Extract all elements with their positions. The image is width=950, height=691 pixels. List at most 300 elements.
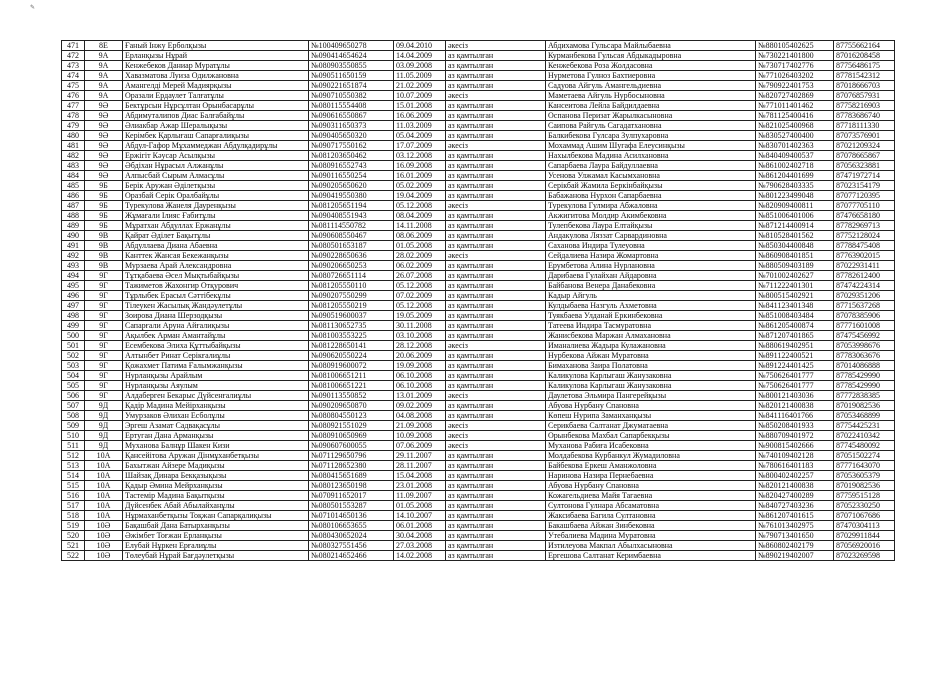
phone-cell: 87056323881 (834, 161, 895, 171)
parent-id-cell: №740109402128 (756, 451, 834, 461)
student-name-cell: Ақылбек Арман Амантайұлы (123, 331, 309, 341)
family-status-cell: аз қамтылған (446, 361, 546, 371)
birth-date-cell: 15.01.2008 (394, 101, 446, 111)
birth-date-cell: 28.12.2008 (394, 341, 446, 351)
birth-date-cell: 10.09.2008 (394, 431, 446, 441)
parent-name-cell: Изтилеуова Макпал Абылхасыновна (546, 541, 756, 551)
phone-cell: 87763902015 (834, 251, 895, 261)
student-name-cell: Оразбай Серік Оралбайұлы (123, 191, 309, 201)
parent-id-cell: №711222401301 (756, 281, 834, 291)
student-name-cell: Әлиакбар Ажар Шералықызы (123, 121, 309, 131)
table-row (62, 151, 895, 161)
table-row (62, 381, 895, 391)
table-row (62, 101, 895, 111)
birth-date-cell: 21.09.2008 (394, 421, 446, 431)
phone-cell: 87758216903 (834, 101, 895, 111)
student-id-cell: №080415651689 (309, 471, 394, 481)
phone-cell: 87078665867 (834, 151, 895, 161)
table-row (62, 531, 895, 541)
phone-cell: 87022931411 (834, 261, 895, 271)
row-number-cell: 495 (62, 281, 85, 291)
class-cell: 9В (85, 251, 123, 261)
birth-date-cell: 13.01.2009 (394, 391, 446, 401)
family-status-cell: әкесіз (446, 201, 546, 211)
parent-name-cell: Абуова Нурбану Спановна (546, 481, 756, 491)
phone-cell: 87053468899 (834, 411, 895, 421)
parent-name-cell: Муханова Рабиға Исабековна (546, 441, 756, 451)
student-name-cell: Зоирова Диана Шерзодқызы (123, 311, 309, 321)
birth-date-cell: 28.02.2009 (394, 251, 446, 261)
parent-name-cell: Нурметова Гулноз Бахтиеровна (546, 71, 756, 81)
class-cell: 9Б (85, 201, 123, 211)
student-id-cell: №071128652380 (309, 461, 394, 471)
table-row (62, 221, 895, 231)
class-cell: 9Г (85, 361, 123, 371)
student-name-cell: Канттек Жансая Бекежанқызы (123, 251, 309, 261)
student-id-cell: №090221651874 (309, 81, 394, 91)
phone-cell: 87759515128 (834, 491, 895, 501)
student-id-cell: №070911652017 (309, 491, 394, 501)
phone-cell: 87785429990 (834, 371, 895, 381)
class-cell: 9Д (85, 401, 123, 411)
row-number-cell: 505 (62, 381, 85, 391)
parent-name-cell: Саипова Райгуль Сагадатхановна (546, 121, 756, 131)
student-name-cell: Нурланқызы Арайлым (123, 371, 309, 381)
parent-name-cell: Каликулова Карлыгаш Жанузаковна (546, 381, 756, 391)
parent-name-cell: Ергешова Салтанат Керимбаевна (546, 551, 756, 561)
row-number-cell: 501 (62, 341, 85, 351)
table-row (62, 191, 895, 201)
parent-name-cell: Нурбекова Айжан Муратовна (546, 351, 756, 361)
phone-cell: 87052330250 (834, 501, 895, 511)
birth-date-cell: 11.09.2007 (394, 491, 446, 501)
parent-id-cell: №860802402179 (756, 541, 834, 551)
class-cell: 9Д (85, 421, 123, 431)
student-name-cell: Эргеш Азамат Садвақасұлы (123, 421, 309, 431)
class-cell: 9Г (85, 331, 123, 341)
class-cell: 9Г (85, 371, 123, 381)
parent-id-cell: №820727402869 (756, 91, 834, 101)
parent-name-cell: Утебалиева Мадина Муратовна (546, 531, 756, 541)
table-row (62, 311, 895, 321)
parent-name-cell: Султонова Гулнара Абсаматовна (546, 501, 756, 511)
row-number-cell: 498 (62, 311, 85, 321)
student-id-cell: №081003553225 (309, 331, 394, 341)
parent-id-cell: №800121403036 (756, 391, 834, 401)
student-id-cell: №090209650870 (309, 401, 394, 411)
phone-cell: 87471972714 (834, 171, 895, 181)
parent-id-cell: №850208401933 (756, 421, 834, 431)
class-cell: 9Ә (85, 111, 123, 121)
class-cell: 9Г (85, 321, 123, 331)
phone-cell: 87752128024 (834, 231, 895, 241)
phone-cell: 87756486175 (834, 61, 895, 71)
student-id-cell: №090228650636 (309, 251, 394, 261)
parent-id-cell: №801223499048 (756, 191, 834, 201)
family-status-cell: әкесіз (446, 391, 546, 401)
row-number-cell: 502 (62, 351, 85, 361)
phone-cell: 87781542312 (834, 71, 895, 81)
parent-id-cell: №880709401972 (756, 431, 834, 441)
parent-name-cell: Серікбай Жамила Беркінбайқызы (546, 181, 756, 191)
parent-id-cell: №861205400874 (756, 321, 834, 331)
student-name-cell: Шайзақ Динара Бекқазықызы (123, 471, 309, 481)
phone-cell: 87782612400 (834, 271, 895, 281)
student-name-cell: Хавазматова Луиза Одилжановна (123, 71, 309, 81)
parent-name-cell: Молдабекова Курбанкул Жумадиловна (546, 451, 756, 461)
birth-date-cell: 05.12.2008 (394, 281, 446, 291)
parent-id-cell: №880619402951 (756, 341, 834, 351)
family-status-cell: әкесіз (446, 141, 546, 151)
parent-id-cell: №850304400848 (756, 241, 834, 251)
student-id-cell: №081205550110 (309, 281, 394, 291)
phone-cell: 87475456992 (834, 331, 895, 341)
parent-name-cell: Маметаева Айгуль Нурбосыновна (546, 91, 756, 101)
row-number-cell: 504 (62, 371, 85, 381)
parent-name-cell: Абуова Нурбану Спановна (546, 401, 756, 411)
phone-cell: 87772838385 (834, 391, 895, 401)
phone-cell: 87029351206 (834, 291, 895, 301)
phone-cell: 87754425231 (834, 421, 895, 431)
class-cell: 9А (85, 61, 123, 71)
birth-date-cell: 29.11.2007 (394, 451, 446, 461)
class-cell: 9Г (85, 311, 123, 321)
class-cell: 9Б (85, 181, 123, 191)
phone-cell: 87029911844 (834, 531, 895, 541)
parent-name-cell: Сапарбаева Лаура Байдуллаевна (546, 161, 756, 171)
row-number-cell: 489 (62, 221, 85, 231)
class-cell: 9В (85, 241, 123, 251)
class-cell: 9Г (85, 381, 123, 391)
parent-id-cell: №800515402921 (756, 291, 834, 301)
student-name-cell: Қадыр Әмина Мейрханқызы (123, 481, 309, 491)
family-status-cell: аз қамтылған (446, 331, 546, 341)
student-name-cell: Бектұрсын Нұрсұлтан Орынбасарұлы (123, 101, 309, 111)
parent-name-cell: Даулетова Эльмира Пангерейқызы (546, 391, 756, 401)
family-status-cell: аз қамтылған (446, 311, 546, 321)
family-status-cell: аз қамтылған (446, 71, 546, 81)
family-status-cell: аз қамтылған (446, 111, 546, 121)
birth-date-cell: 05.12.2008 (394, 201, 446, 211)
table-row (62, 331, 895, 341)
class-cell: 9Ә (85, 141, 123, 151)
birth-date-cell: 21.02.2009 (394, 81, 446, 91)
parent-id-cell: №891224401425 (756, 361, 834, 371)
parent-name-cell: Бимаханова Заира Полатовна (546, 361, 756, 371)
parent-name-cell: Мохаммад Ашим Шугафа Елеусинқызы (546, 141, 756, 151)
parent-id-cell: №830527400400 (756, 131, 834, 141)
student-id-cell: №080921551029 (309, 421, 394, 431)
family-status-cell: әкесіз (446, 431, 546, 441)
birth-date-cell: 26.07.2008 (394, 271, 446, 281)
table-row (62, 231, 895, 241)
table-row (62, 501, 895, 511)
birth-date-cell: 05.04.2009 (394, 131, 446, 141)
row-number-cell: 486 (62, 191, 85, 201)
parent-name-cell: Кансеитова Лейла Байдилдаевна (546, 101, 756, 111)
phone-cell: 87718111330 (834, 121, 895, 131)
student-name-cell: Абдуллаева Диана Абаевна (123, 241, 309, 251)
student-id-cell: №090205650620 (309, 181, 394, 191)
parent-id-cell: №840409400537 (756, 151, 834, 161)
birth-date-cell: 28.11.2007 (394, 461, 446, 471)
phone-cell: 87788475408 (834, 241, 895, 251)
birth-date-cell: 05.02.2009 (394, 181, 446, 191)
parent-name-cell: Ерумбетова Алина Нурлановна (546, 261, 756, 271)
phone-cell: 87077705110 (834, 201, 895, 211)
student-id-cell: №081006651211 (309, 371, 394, 381)
table-row (62, 251, 895, 261)
table-row (62, 491, 895, 501)
birth-date-cell: 14.04.2009 (394, 51, 446, 61)
class-cell: 9Д (85, 441, 123, 451)
birth-date-cell: 06.10.2008 (394, 371, 446, 381)
row-number-cell: 481 (62, 141, 85, 151)
row-number-cell: 472 (62, 51, 85, 61)
student-id-cell: №090616550867 (309, 111, 394, 121)
family-status-cell: аз қамтылған (446, 501, 546, 511)
student-name-cell: Төлеубай Нұрай Бағдәулетқызы (123, 551, 309, 561)
birth-date-cell: 16.09.2008 (394, 161, 446, 171)
family-status-cell: аз қамтылған (446, 51, 546, 61)
student-id-cell: №071129650796 (309, 451, 394, 461)
phone-cell: 87014086888 (834, 361, 895, 371)
parent-name-cell: Кожагельдиева Майя Тагаевна (546, 491, 756, 501)
phone-cell: 87755662164 (834, 41, 895, 51)
birth-date-cell: 01.05.2008 (394, 241, 446, 251)
table-row (62, 541, 895, 551)
student-name-cell: Әбдіхан Нұрасыл Алжанұлы (123, 161, 309, 171)
table-row (62, 91, 895, 101)
phone-cell: 87771643070 (834, 461, 895, 471)
student-name-cell: Бақашбай Дана Батырханқызы (123, 521, 309, 531)
phone-cell: 87783686740 (834, 111, 895, 121)
parent-id-cell: №830701402363 (756, 141, 834, 151)
student-id-cell: №080919600072 (309, 361, 394, 371)
phone-cell: 87470304113 (834, 521, 895, 531)
student-id-cell: №090207550299 (309, 291, 394, 301)
phone-cell: 87076857931 (834, 91, 895, 101)
phone-cell: 87745480092 (834, 441, 895, 451)
student-name-cell: Турекулова Жанеля Дауренқызы (123, 201, 309, 211)
phone-cell: 87016208458 (834, 51, 895, 61)
class-cell: 9А (85, 81, 123, 91)
class-cell: 9Г (85, 351, 123, 361)
family-status-cell: әкесіз (446, 341, 546, 351)
row-number-cell: 506 (62, 391, 85, 401)
parent-name-cell: Орынбекова Махбал Сапарбекқызы (546, 431, 756, 441)
table-row (62, 361, 895, 371)
row-number-cell: 518 (62, 511, 85, 521)
class-cell: 9Ә (85, 101, 123, 111)
phone-cell: 87056920016 (834, 541, 895, 551)
table-row (62, 461, 895, 471)
parent-name-cell: Нахылбекова Мадина Асилхановна (546, 151, 756, 161)
parent-id-cell: №820121400838 (756, 481, 834, 491)
row-number-cell: 474 (62, 71, 85, 81)
student-id-cell: №090206650253 (309, 261, 394, 271)
phone-cell: 87022410342 (834, 431, 895, 441)
table-row (62, 511, 895, 521)
birth-date-cell: 04.08.2008 (394, 411, 446, 421)
student-name-cell: Ертуган Дана Арманқызы (123, 431, 309, 441)
student-name-cell: Алдаберген Бекарыс Дүйсенғалиұлы (123, 391, 309, 401)
class-cell: 9А (85, 71, 123, 81)
family-status-cell: аз қамтылған (446, 61, 546, 71)
class-cell: 9Ә (85, 131, 123, 141)
class-cell: 9Г (85, 281, 123, 291)
student-name-cell: Тұтқабаева Әсел Мықтыбайқызы (123, 271, 309, 281)
row-number-cell: 492 (62, 251, 85, 261)
phone-cell: 87023269598 (834, 551, 895, 561)
row-number-cell: 477 (62, 101, 85, 111)
table-row (62, 181, 895, 191)
table-row (62, 281, 895, 291)
family-status-cell: аз қамтылған (446, 171, 546, 181)
student-id-cell: №090607600055 (309, 441, 394, 451)
student-name-cell: Алтынбет Ринат Серікғалиұлы (123, 351, 309, 361)
table-row (62, 371, 895, 381)
student-id-cell: №100409650278 (309, 41, 394, 51)
table-row (62, 411, 895, 421)
table-row (62, 201, 895, 211)
row-number-cell: 493 (62, 261, 85, 271)
table-row (62, 481, 895, 491)
parent-id-cell: №840727403236 (756, 501, 834, 511)
class-cell: 10А (85, 501, 123, 511)
parent-name-cell: Бабажанова Нурхон Сапарбаевна (546, 191, 756, 201)
student-name-cell: Қожахмет Патима Ғалымжанқызы (123, 361, 309, 371)
table-row (62, 211, 895, 221)
row-number-cell: 488 (62, 211, 85, 221)
student-roster-table (61, 40, 895, 561)
class-cell: 9Б (85, 221, 123, 231)
student-id-cell: №081205550219 (309, 301, 394, 311)
parent-id-cell: №861204401699 (756, 171, 834, 181)
parent-id-cell: №701002402627 (756, 271, 834, 281)
phone-cell: 87785429990 (834, 381, 895, 391)
row-number-cell: 513 (62, 461, 85, 471)
table-row (62, 401, 895, 411)
student-name-cell: Қайрат Әділет Бақытұлы (123, 231, 309, 241)
parent-id-cell: №750626401777 (756, 371, 834, 381)
table-row (62, 241, 895, 251)
birth-date-cell: 11.03.2009 (394, 121, 446, 131)
table-row (62, 421, 895, 431)
family-status-cell: аз қамтылған (446, 321, 546, 331)
student-id-cell: №080501553287 (309, 501, 394, 511)
class-cell: 10А (85, 491, 123, 501)
family-status-cell: аз қамтылған (446, 351, 546, 361)
parent-name-cell: Курманбекова Гульсая Абдыкадыровна (546, 51, 756, 61)
family-status-cell: аз қамтылған (446, 191, 546, 201)
parent-name-cell: Байбанова Венера Данабековна (546, 281, 756, 291)
parent-name-cell: Оспанова Перизат Жарылкасыновна (546, 111, 756, 121)
row-number-cell: 522 (62, 551, 85, 561)
parent-id-cell: №880509403189 (756, 261, 834, 271)
row-number-cell: 490 (62, 231, 85, 241)
student-name-cell: Ғаный Інжу Ерболқызы (123, 41, 309, 51)
student-id-cell: №080123650198 (309, 481, 394, 491)
class-cell: 9Ә (85, 161, 123, 171)
table-row (62, 111, 895, 121)
class-cell: 9Г (85, 291, 123, 301)
phone-cell: 87783063676 (834, 351, 895, 361)
row-number-cell: 511 (62, 441, 85, 451)
student-id-cell: №090113550852 (309, 391, 394, 401)
table-row (62, 71, 895, 81)
row-number-cell: 507 (62, 401, 85, 411)
table-row (62, 301, 895, 311)
birth-date-cell: 05.12.2008 (394, 301, 446, 311)
student-id-cell: №080910650969 (309, 431, 394, 441)
class-cell: 9В (85, 261, 123, 271)
table-row (62, 341, 895, 351)
student-name-cell: Тілеукен Жасылық Жандәулетұлы (123, 301, 309, 311)
table-row (62, 121, 895, 131)
class-cell: 9Г (85, 271, 123, 281)
parent-name-cell: Наринова Назира Пернебаевна (546, 471, 756, 481)
row-number-cell: 510 (62, 431, 85, 441)
birth-date-cell: 30.11.2008 (394, 321, 446, 331)
student-name-cell: Амангелді Мерей Мадиярқызы (123, 81, 309, 91)
parent-name-cell: Кадыр Айгуль (546, 291, 756, 301)
birth-date-cell: 03.10.2008 (394, 331, 446, 341)
family-status-cell: аз қамтылған (446, 261, 546, 271)
family-status-cell: аз қамтылған (446, 381, 546, 391)
student-name-cell: Тұрлыбек Ерасыл Сәттібекұлы (123, 291, 309, 301)
table-row (62, 41, 895, 51)
parent-name-cell: Кулдыбаева Назгуль Ахметовна (546, 301, 756, 311)
birth-date-cell: 30.04.2008 (394, 531, 446, 541)
parent-id-cell: №790628403335 (756, 181, 834, 191)
phone-cell: 87053998676 (834, 341, 895, 351)
student-name-cell: Абдул-Гафор Мұхаммеджан Абдулқадирұлы (123, 141, 309, 151)
phone-cell: 87073576901 (834, 131, 895, 141)
student-name-cell: Дүйсенбек Абай Абылайханұлы (123, 501, 309, 511)
parent-name-cell: Саханова Индира Тулеуовна (546, 241, 756, 251)
class-cell: 10Ә (85, 531, 123, 541)
phone-cell: 87053605379 (834, 471, 895, 481)
parent-name-cell: Акжигитова Молдир Акимбековна (546, 211, 756, 221)
parent-id-cell: №891122400521 (756, 351, 834, 361)
parent-name-cell: Татеева Индира Тасмуратовна (546, 321, 756, 331)
class-cell: 8Е (85, 41, 123, 51)
class-cell: 9А (85, 51, 123, 61)
class-cell: 9А (85, 91, 123, 101)
family-status-cell: аз қамтылған (446, 511, 546, 521)
parent-id-cell: №730717402776 (756, 61, 834, 71)
student-id-cell: №080106653655 (309, 521, 394, 531)
family-status-cell: аз қамтылған (446, 181, 546, 191)
family-status-cell: аз қамтылған (446, 291, 546, 301)
table-row (62, 441, 895, 451)
student-id-cell: №080430652024 (309, 531, 394, 541)
family-status-cell: аз қамтылған (446, 491, 546, 501)
student-id-cell: №081130652735 (309, 321, 394, 331)
student-name-cell: Қадір Мадина Мейірханқызы (123, 401, 309, 411)
row-number-cell: 521 (62, 541, 85, 551)
student-name-cell: Умурзаков Әлихан Есболұлы (123, 411, 309, 421)
birth-date-cell: 16.01.2009 (394, 171, 446, 181)
birth-date-cell: 19.05.2009 (394, 311, 446, 321)
student-id-cell: №080916552743 (309, 161, 394, 171)
parent-id-cell: №880105402625 (756, 41, 834, 51)
row-number-cell: 482 (62, 151, 85, 161)
family-status-cell: аз қамтылған (446, 401, 546, 411)
phone-cell: 87782969713 (834, 221, 895, 231)
birth-date-cell: 14.11.2008 (394, 221, 446, 231)
